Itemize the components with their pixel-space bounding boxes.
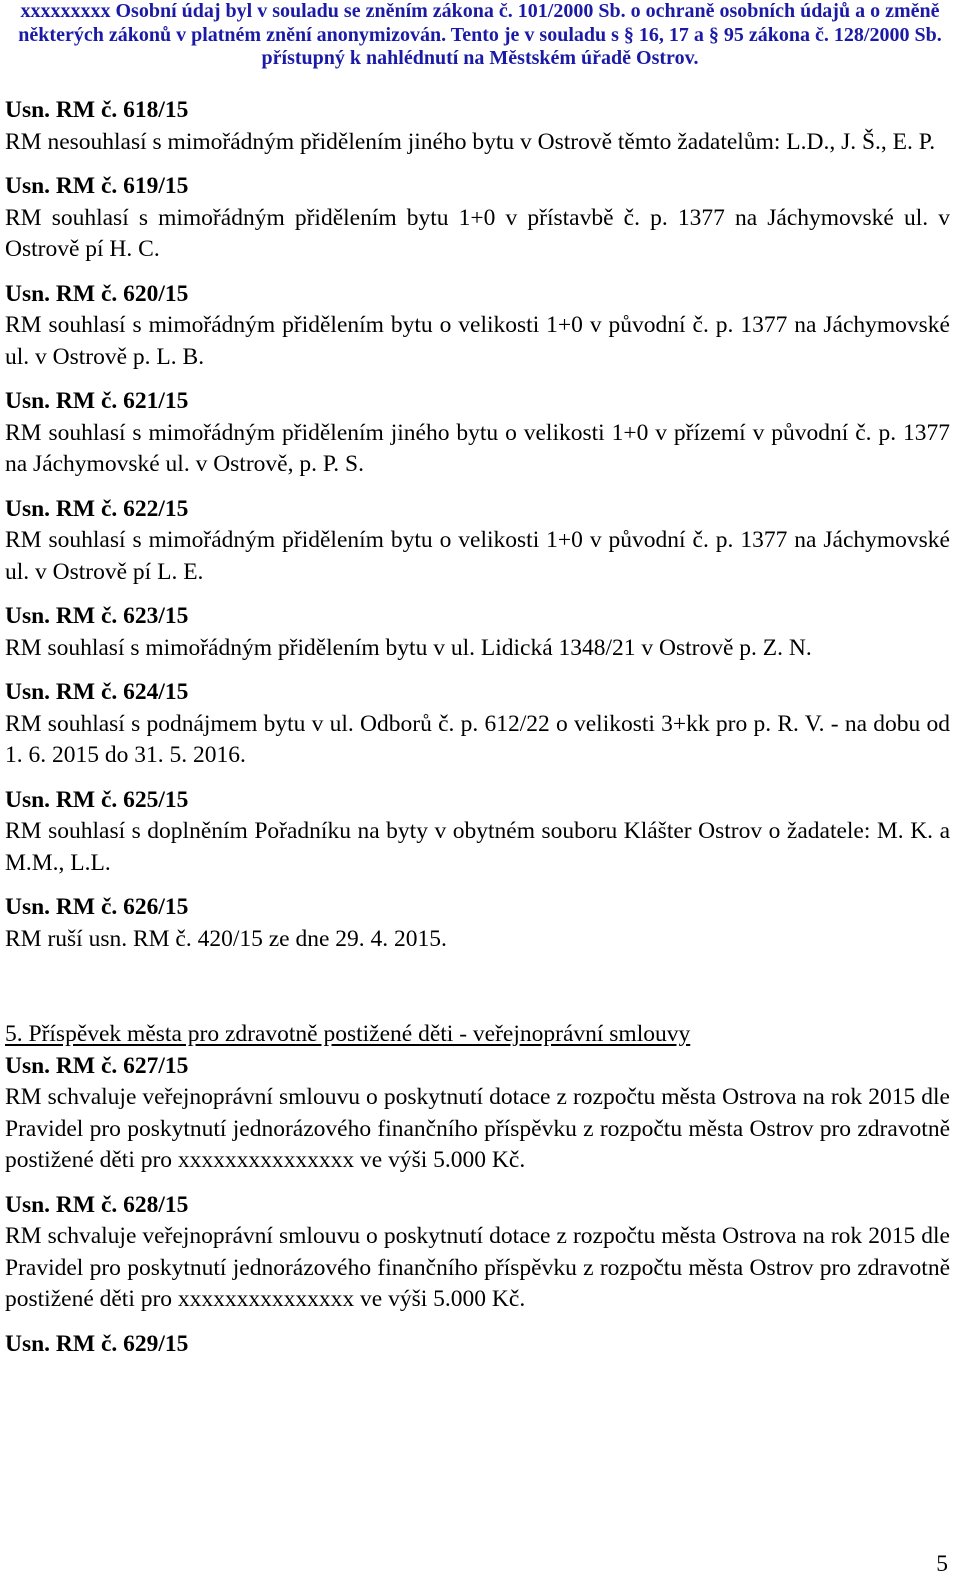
resolution-heading: Usn. RM č. 623/15 [5,603,189,629]
page-number: 5 [936,1551,948,1577]
notice-line: xxxxxxxxx Osobní údaj byl v souladu se zněním zákona č. 101/2000 Sb. o ochraně osobních údajů a o změně [20,0,940,22]
resolution [5,1329,950,1361]
resolution-heading: Usn. RM č. 629/15 [5,1330,189,1357]
resolution-heading: Usn. RM č. 619/15 [5,173,189,199]
resolution-heading: Usn. RM č. 628/15 [5,1191,189,1218]
resolution-text: RM souhlasí s podnájmem bytu v ul. Odborů č. p. 612/22 o velikosti 3+kk pro p. R. V. - na dobu od 1. 6. 2015 do 31. 5. 2016. [5,710,950,768]
resolution-heading: Usn. RM č. 620/15 [5,280,189,307]
resolution-heading: Usn. RM č. 621/15 [5,388,189,414]
resolution-heading: Usn. RM č. 624/15 [5,679,189,705]
resolution [5,677,950,772]
resolution-text: RM souhlasí s mimořádným přidělením bytu 1+0 v přístavbě č. p. 1377 na Jáchymovské ul. v Ostrově pí H. C. [5,204,950,262]
anonymization-notice [0,0,960,71]
resolution-text: RM schvaluje veřejnoprávní smlouvu o poskytnutí dotace z rozpočtu města Ostrova na rok 2015 dle Pravidel pro poskytnutí jednorázového finančního příspěvku z rozpočtu města Ostrov pro zdravotně postižené děti pro xxxxxxxxxxxxxxx ve výši 5.000 Kč. [5,1223,950,1312]
resolution-text: RM ruší usn. RM č. 420/15 ze dne 29. 4. 2015. [5,925,447,952]
resolution [5,95,950,158]
resolution [5,601,950,664]
resolution-text: RM souhlasí s mimořádným přidělením bytu v ul. Lidická 1348/21 v Ostrově p. Z. N. [5,634,812,661]
document-body [5,95,950,1373]
resolution [5,785,950,880]
resolution-text: RM souhlasí s doplněním Pořadníku na byty v obytném souboru Klášter Ostrov o žadatele: M. K. a M.M., L.L. [5,818,950,876]
section-block [5,1051,950,1361]
resolution-heading: Usn. RM č. 622/15 [5,495,189,522]
resolution [5,1051,950,1177]
notice-line: některých zákonů v platném znění anonymizován. Tento je v souladu s § 16, 17 a § 95 zákona č. 128/2000 Sb. [18,23,942,46]
resolution-text: RM souhlasí s mimořádným přidělením bytu o velikosti 1+0 v původní č. p. 1377 na Jáchymovské ul. v Ostrově pí L. E. [5,527,950,585]
resolution-text: RM nesouhlasí s mimořádným přidělením jiného bytu v Ostrově těmto žadatelům: L.D., J. Š., E. P. [5,128,936,155]
resolution-heading: Usn. RM č. 626/15 [5,894,189,920]
section-title-text: 5. Příspěvek města pro zdravotně postižené děti - veřejnoprávní smlouvy [5,1021,691,1047]
resolution [5,386,950,481]
notice-line: přístupný k nahlédnutí na Městském úřadě Ostrov. [261,47,699,69]
resolution-heading: Usn. RM č. 625/15 [5,786,189,813]
section-title [5,1020,690,1049]
resolution-heading: Usn. RM č. 627/15 [5,1052,189,1079]
resolution [5,494,950,589]
resolution-text: RM souhlasí s mimořádným přidělením jiného bytu o velikosti 1+0 v přízemí v původní č. p. 1377 na Jáchymovské ul. v Ostrově, p. P. S. [5,419,950,477]
resolution [5,1190,950,1316]
resolution [5,892,950,955]
resolution [5,171,950,266]
resolution-text: RM souhlasí s mimořádným přidělením bytu o velikosti 1+0 v původní č. p. 1377 na Jáchymovské ul. v Ostrově p. L. B. [5,312,950,370]
resolution [5,279,950,374]
resolution-text: RM schvaluje veřejnoprávní smlouvu o poskytnutí dotace z rozpočtu města Ostrova na rok 2015 dle Pravidel pro poskytnutí jednorázového finančního příspěvku z rozpočtu města Ostrov pro zdravotně postižené děti pro xxxxxxxxxxxxxxx ve výši 5.000 Kč. [5,1084,950,1173]
resolution-heading: Usn. RM č. 618/15 [5,97,189,123]
